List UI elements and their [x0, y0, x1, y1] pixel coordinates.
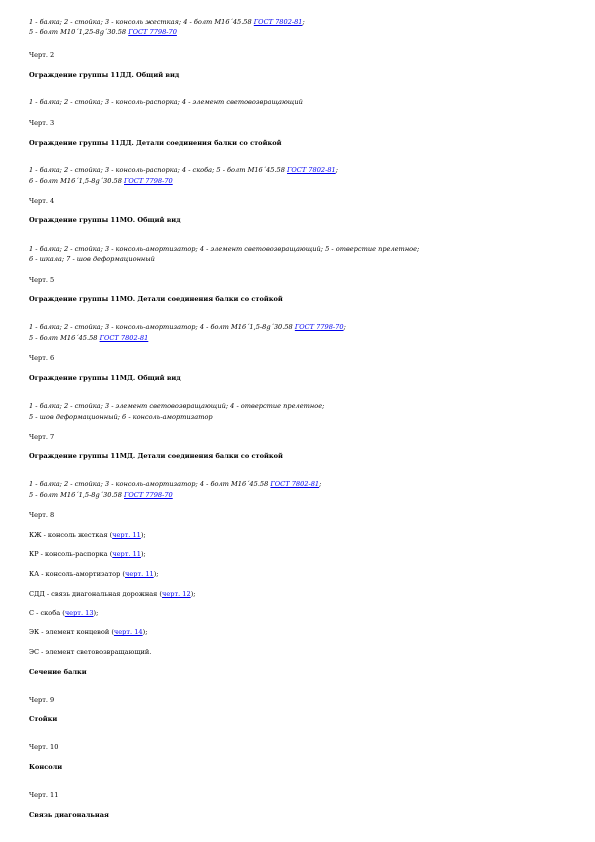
text-run: С - скоба (: [29, 609, 65, 617]
caption-line: [29, 480, 321, 489]
figure-number: Черт. 3: [29, 119, 55, 127]
figure-number: Черт. 7: [29, 433, 55, 441]
reference-link[interactable]: ГОСТ 7798-70: [124, 177, 173, 185]
reference-link[interactable]: ГОСТ 7798-70: [128, 28, 177, 36]
legend-item: [29, 570, 159, 579]
reference-link[interactable]: черт. 13: [64, 609, 94, 617]
caption-line: [29, 98, 303, 107]
caption-line: [29, 255, 155, 264]
figure-title: Ограждение группы 11МД. Детали соединения балки со стойкой: [29, 452, 283, 460]
text-run: ;: [302, 18, 305, 26]
reference-link[interactable]: черт. 11: [112, 531, 141, 539]
reference-link[interactable]: ГОСТ 7798-70: [124, 491, 173, 499]
text-run: );: [153, 570, 159, 578]
figure-number: Черт. 2: [29, 51, 55, 59]
reference-link[interactable]: черт. 11: [112, 550, 141, 558]
figure-title: Ограждение группы 11ДД. Общий вид: [29, 71, 180, 79]
caption-line: [29, 491, 173, 500]
text-run: ЭС - элемент световозвращающий.: [29, 648, 152, 656]
text-run: 1 - балка; 2 - стойка; 3 - консоль-распорка; 4 - скоба; 5 - болт М16´45.58: [29, 166, 287, 174]
text-run: 5 - болт М10´1,25-8g´30.58: [29, 28, 129, 36]
legend-item: [29, 550, 146, 559]
text-run: );: [140, 550, 146, 558]
figure-number: Черт. 6: [29, 354, 55, 362]
figure-title: Ограждение группы 11МО. Общий вид: [29, 216, 181, 224]
figure-title: Ограждение группы 11ДД. Детали соединения балки со стойкой: [29, 139, 282, 147]
text-run: 1 - балка; 2 - стойка; 3 - консоль-распорка; 4 - элемент световозвращающий: [29, 98, 303, 106]
text-run: );: [142, 628, 148, 636]
text-run: ЭК - элемент концевой (: [29, 628, 114, 636]
text-run: 5 - болт М16´1,5-8g´30.58: [29, 491, 124, 499]
text-run: );: [190, 590, 196, 598]
text-run: ;: [319, 480, 322, 488]
figure-title: Ограждение группы 11МО. Детали соединения балки со стойкой: [29, 295, 283, 303]
caption-line: [29, 402, 324, 411]
text-run: ;: [335, 166, 338, 174]
caption-line: [29, 177, 173, 186]
legend-item: [29, 531, 146, 540]
reference-link[interactable]: ГОСТ 7802-81: [99, 334, 149, 342]
text-run: 5 - шов деформационный; 6 - консоль-амортизатор: [29, 413, 213, 421]
text-run: 6 - шкала; 7 - шов деформационный: [29, 255, 155, 263]
text-run: СДД - связь диагональная дорожная (: [29, 590, 162, 598]
caption-line: [29, 18, 305, 27]
text-run: КА - консоль-амортизатор (: [29, 570, 125, 578]
section-title: Стойки: [29, 715, 58, 723]
text-run: 1 - балка; 2 - стойка; 3 - консоль жесткая; 4 - болт М16´45.58: [29, 18, 254, 26]
text-run: 1 - балка; 2 - стойка; 3 - консоль-амортизатор; 4 - болт М16´45.58: [29, 480, 271, 488]
reference-link[interactable]: черт. 12: [161, 590, 191, 598]
caption-line: [29, 245, 419, 254]
text-run: ;: [343, 323, 346, 331]
figure-number: Черт. 9: [29, 696, 55, 704]
legend-item: [29, 609, 98, 618]
reference-link[interactable]: черт. 14: [113, 628, 143, 636]
text-run: );: [140, 531, 146, 539]
reference-link[interactable]: ГОСТ 7798-70: [294, 323, 344, 331]
text-run: 5 - болт М16´45.58: [29, 334, 100, 342]
figure-number: Черт. 11: [29, 791, 59, 799]
reference-link[interactable]: ГОСТ 7802-81: [287, 166, 336, 174]
section-title: Консоли: [29, 763, 63, 771]
legend-item: [29, 590, 196, 599]
text-run: 1 - балка; 2 - стойка; 3 - элемент световозвращающий; 4 - отверстие прелетное;: [29, 402, 325, 410]
section-title: Связь диагональная: [29, 811, 109, 819]
figure-number: Черт. 10: [29, 743, 59, 751]
section-title: Сечение балки: [29, 668, 87, 676]
legend-item: [29, 648, 151, 657]
text-run: 1 - балка; 2 - стойка; 3 - консоль-амортизатор; 4 - элемент световозвращающий; 5 - отверстие прелетное;: [29, 245, 420, 253]
figure-number: Черт. 4: [29, 197, 55, 205]
caption-line: [29, 323, 346, 332]
text-run: 6 - болт М16´1,5-8g´30.58: [29, 177, 124, 185]
text-run: );: [93, 609, 99, 617]
reference-link[interactable]: черт. 11: [125, 570, 154, 578]
text-run: 1 - балка; 2 - стойка; 3 - консоль-амортизатор; 4 - болт М16´1,5-8g´30.58: [29, 323, 295, 331]
reference-link[interactable]: ГОСТ 7802-81: [253, 18, 303, 26]
caption-line: [29, 28, 177, 37]
figure-number: Черт. 8: [29, 511, 55, 519]
figure-title: Ограждение группы 11МД. Общий вид: [29, 374, 181, 382]
caption-line: [29, 413, 213, 422]
figure-number: Черт. 5: [29, 276, 55, 284]
text-run: КЖ - консоль жесткая (: [29, 531, 113, 539]
caption-line: [29, 166, 338, 175]
text-run: КР - консоль-распорка (: [29, 550, 113, 558]
reference-link[interactable]: ГОСТ 7802-81: [270, 480, 320, 488]
legend-item: [29, 628, 147, 637]
caption-line: [29, 334, 148, 343]
